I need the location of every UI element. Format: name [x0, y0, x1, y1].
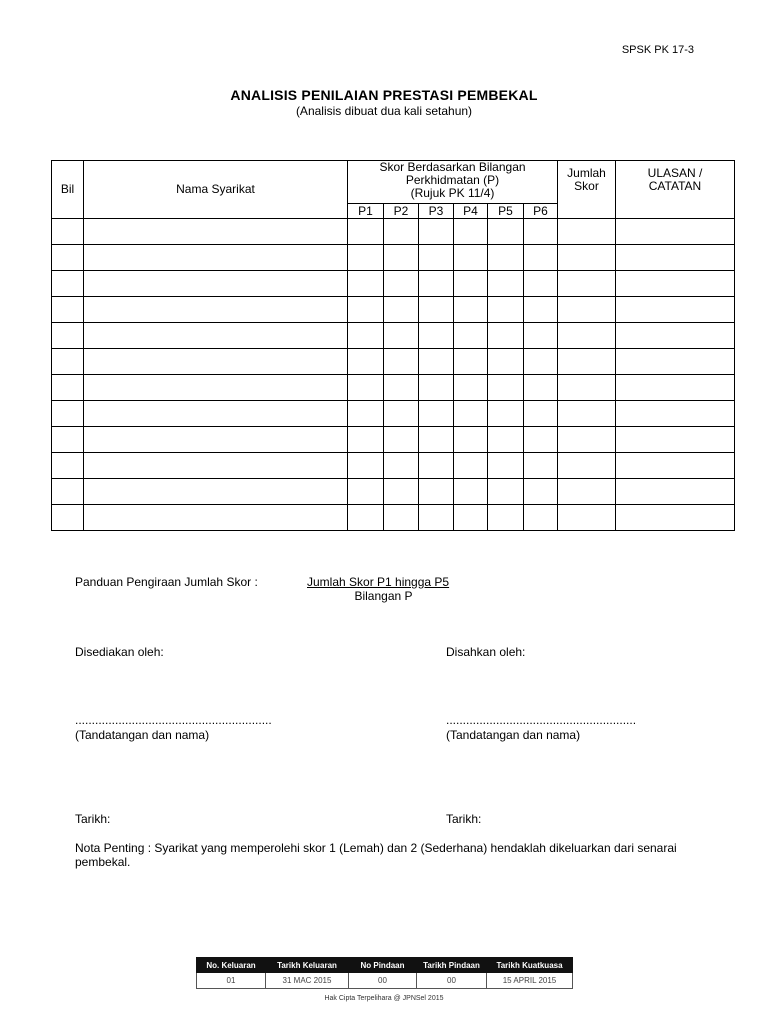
cell-ulasan: [616, 505, 735, 531]
cell-p1: [348, 375, 384, 401]
cell-p4: [454, 349, 488, 375]
table-row: [52, 349, 735, 375]
cell-nama-syarikat: [84, 349, 348, 375]
table-row: [52, 479, 735, 505]
cell-jumlah-skor: [558, 453, 616, 479]
cell-p1: [348, 349, 384, 375]
cell-nama-syarikat: [84, 297, 348, 323]
approved-by-caption: (Tandatangan dan nama): [446, 728, 581, 742]
document-code: SPSK PK 17-3: [621, 44, 694, 56]
supplier-score-table: [51, 160, 735, 531]
cell-p5: [488, 323, 524, 349]
cell-p2: [384, 271, 419, 297]
page-title: ANALISIS PENILAIAN PRESTASI PEMBEKAL: [230, 87, 538, 103]
cell-p5: [488, 349, 524, 375]
cell-bil: [52, 297, 84, 323]
cell-p2: [384, 427, 419, 453]
table-row: [52, 453, 735, 479]
prepared-by-caption: (Tandatangan dan nama): [75, 728, 210, 742]
cell-jumlah-skor: [558, 479, 616, 505]
cell-p6: [524, 297, 558, 323]
cell-jumlah-skor: [558, 401, 616, 427]
table-row: [52, 375, 735, 401]
cell-p4: [454, 245, 488, 271]
cell-p1: [348, 479, 384, 505]
cell-bil: [52, 453, 84, 479]
cell-ulasan: [616, 453, 735, 479]
cell-p2: [384, 219, 419, 245]
prepared-date-label: Tarikh:: [75, 812, 111, 826]
cell-p3: [419, 245, 454, 271]
cell-bil: [52, 349, 84, 375]
cell-ulasan: [616, 271, 735, 297]
cell-p4: [454, 271, 488, 297]
cell-p4: [454, 479, 488, 505]
approved-date-label: Tarikh:: [446, 812, 482, 826]
cell-p5: [488, 401, 524, 427]
cell-bil: [52, 505, 84, 531]
footer-header-tarikh-pindaan: Tarikh Pindaan: [417, 958, 487, 973]
approved-by-signature-line: .........................................................: [446, 713, 637, 727]
cell-p6: [524, 349, 558, 375]
cell-jumlah-skor: [558, 245, 616, 271]
cell-p6: [524, 401, 558, 427]
header-nama-syarikat: Nama Syarikat: [84, 161, 348, 219]
header-jumlah-skor: Jumlah Skor: [558, 161, 616, 219]
cell-p3: [419, 505, 454, 531]
cell-bil: [52, 479, 84, 505]
cell-p3: [419, 427, 454, 453]
guide-label: Panduan Pengiraan Jumlah Skor :: [75, 575, 258, 589]
table-row: [52, 245, 735, 271]
cell-ulasan: [616, 479, 735, 505]
cell-p4: [454, 297, 488, 323]
cell-p3: [419, 401, 454, 427]
table-row: [52, 297, 735, 323]
header-p3: P3: [419, 204, 454, 219]
cell-p3: [419, 479, 454, 505]
cell-p1: [348, 505, 384, 531]
cell-nama-syarikat: [84, 505, 348, 531]
cell-bil: [52, 323, 84, 349]
cell-nama-syarikat: [84, 219, 348, 245]
cell-p4: [454, 323, 488, 349]
footer-value-no-keluaran: 01: [197, 973, 266, 989]
cell-jumlah-skor: [558, 375, 616, 401]
header-p6: P6: [524, 204, 558, 219]
cell-p6: [524, 245, 558, 271]
approved-by-label: Disahkan oleh:: [446, 645, 526, 659]
footer-value-tarikh-pindaan: 00: [417, 973, 487, 989]
cell-p2: [384, 323, 419, 349]
cell-p1: [348, 271, 384, 297]
page-subtitle: (Analisis dibuat dua kali setahun): [295, 104, 473, 118]
cell-p1: [348, 297, 384, 323]
cell-p1: [348, 219, 384, 245]
cell-p5: [488, 479, 524, 505]
cell-nama-syarikat: [84, 271, 348, 297]
cell-p6: [524, 375, 558, 401]
cell-p4: [454, 219, 488, 245]
cell-p1: [348, 401, 384, 427]
footer-value-tarikh-kuatkuasa: 15 APRIL 2015: [487, 973, 573, 989]
cell-p6: [524, 427, 558, 453]
cell-p5: [488, 297, 524, 323]
cell-p5: [488, 505, 524, 531]
cell-p5: [488, 453, 524, 479]
header-skor: Skor Berdasarkan Bilangan Perkhidmatan (P) (Rujuk PK 11/4): [348, 161, 558, 204]
cell-jumlah-skor: [558, 505, 616, 531]
cell-ulasan: [616, 323, 735, 349]
cell-p4: [454, 453, 488, 479]
prepared-by-label: Disediakan oleh:: [75, 645, 164, 659]
footer-header-no-pindaan: No Pindaan: [349, 958, 417, 973]
header-p5: P5: [488, 204, 524, 219]
cell-p4: [454, 505, 488, 531]
cell-ulasan: [616, 245, 735, 271]
cell-p3: [419, 219, 454, 245]
cell-jumlah-skor: [558, 349, 616, 375]
cell-bil: [52, 245, 84, 271]
cell-nama-syarikat: [84, 323, 348, 349]
cell-nama-syarikat: [84, 427, 348, 453]
cell-p6: [524, 323, 558, 349]
footer-header-tarikh-kuatkuasa: Tarikh Kuatkuasa: [487, 958, 573, 973]
guide-denominator: Bilangan P: [354, 589, 413, 603]
cell-p3: [419, 453, 454, 479]
cell-ulasan: [616, 349, 735, 375]
cell-bil: [52, 375, 84, 401]
cell-jumlah-skor: [558, 297, 616, 323]
cell-ulasan: [616, 297, 735, 323]
footer-value-tarikh-keluaran: 31 MAC 2015: [266, 973, 349, 989]
cell-p2: [384, 479, 419, 505]
cell-nama-syarikat: [84, 479, 348, 505]
cell-p3: [419, 297, 454, 323]
footer-value-no-pindaan: 00: [349, 973, 417, 989]
cell-p4: [454, 427, 488, 453]
header-ulasan: ULASAN / CATATAN: [616, 161, 735, 219]
cell-p6: [524, 271, 558, 297]
cell-ulasan: [616, 375, 735, 401]
cell-ulasan: [616, 427, 735, 453]
cell-p2: [384, 245, 419, 271]
cell-nama-syarikat: [84, 401, 348, 427]
table-row: [52, 271, 735, 297]
cell-p3: [419, 323, 454, 349]
guide-numerator: Jumlah Skor P1 hingga P5: [307, 575, 450, 589]
table-row: [52, 219, 735, 245]
cell-p2: [384, 505, 419, 531]
cell-p6: [524, 219, 558, 245]
cell-p1: [348, 427, 384, 453]
cell-p1: [348, 323, 384, 349]
header-p2: P2: [384, 204, 419, 219]
cell-p3: [419, 271, 454, 297]
cell-p4: [454, 375, 488, 401]
cell-bil: [52, 427, 84, 453]
cell-jumlah-skor: [558, 271, 616, 297]
cell-bil: [52, 219, 84, 245]
cell-p2: [384, 375, 419, 401]
cell-p6: [524, 505, 558, 531]
cell-jumlah-skor: [558, 427, 616, 453]
table-row: [52, 505, 735, 531]
table-row: [52, 323, 735, 349]
cell-p6: [524, 479, 558, 505]
footer-header-no-keluaran: No. Keluaran: [197, 958, 266, 973]
cell-ulasan: [616, 401, 735, 427]
cell-p3: [419, 349, 454, 375]
cell-p3: [419, 375, 454, 401]
table-row: [52, 401, 735, 427]
cell-bil: [52, 401, 84, 427]
cell-p1: [348, 245, 384, 271]
cell-p2: [384, 453, 419, 479]
cell-p2: [384, 349, 419, 375]
cell-nama-syarikat: [84, 453, 348, 479]
cell-p1: [348, 453, 384, 479]
cell-bil: [52, 271, 84, 297]
cell-p5: [488, 271, 524, 297]
cell-jumlah-skor: [558, 219, 616, 245]
cell-ulasan: [616, 219, 735, 245]
footer-header-tarikh-keluaran: Tarikh Keluaran: [266, 958, 349, 973]
copyright-notice: Hak Cipta Terpelihara @ JPNSel 2015: [324, 995, 444, 1002]
cell-p4: [454, 401, 488, 427]
cell-p5: [488, 375, 524, 401]
cell-p5: [488, 427, 524, 453]
prepared-by-signature-line: ...........................................................: [75, 713, 272, 727]
cell-nama-syarikat: [84, 245, 348, 271]
important-note: Nota Penting : Syarikat yang memperolehi skor 1 (Lemah) dan 2 (Sederhana) hendaklah dikeluarkan dari senarai pembekal.: [75, 841, 677, 869]
cell-nama-syarikat: [84, 375, 348, 401]
cell-p2: [384, 297, 419, 323]
table-row: [52, 427, 735, 453]
cell-jumlah-skor: [558, 323, 616, 349]
cell-p5: [488, 245, 524, 271]
document-control-table: [196, 957, 573, 989]
header-bil: Bil: [52, 161, 84, 219]
header-p1: P1: [348, 204, 384, 219]
cell-p6: [524, 453, 558, 479]
cell-p5: [488, 219, 524, 245]
header-p4: P4: [454, 204, 488, 219]
cell-p2: [384, 401, 419, 427]
